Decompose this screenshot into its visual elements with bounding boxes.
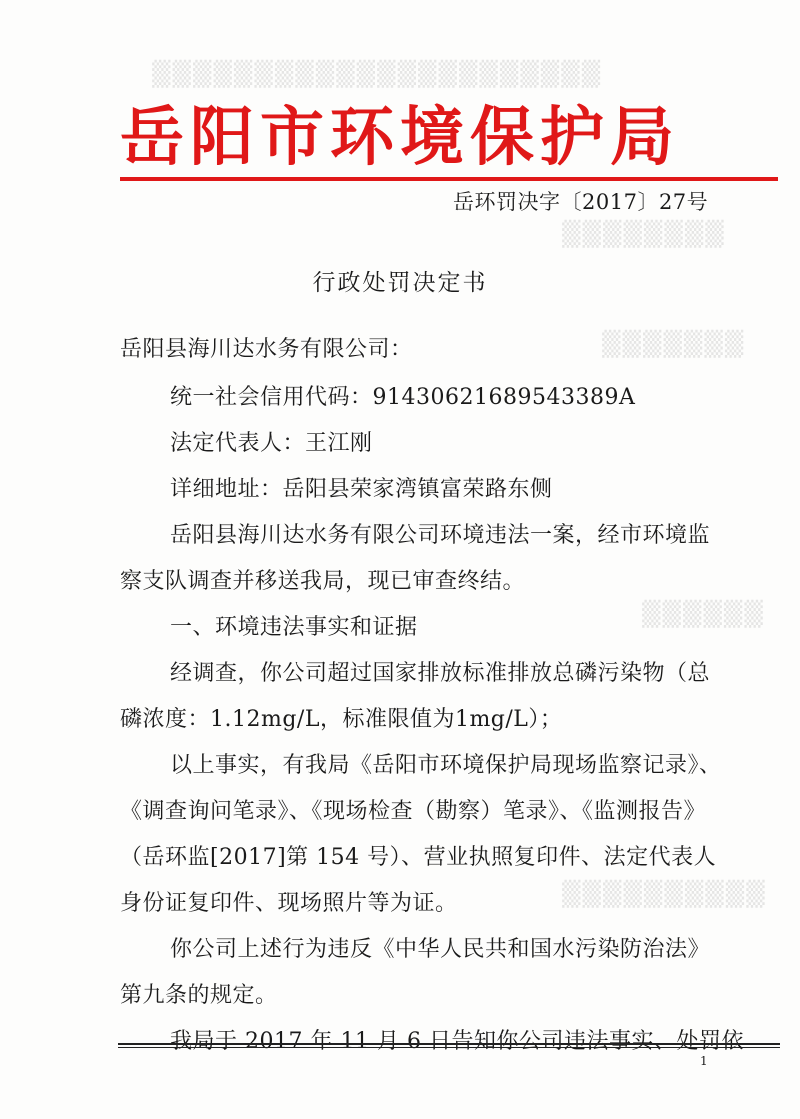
body-paragraph-line: 经调查，你公司超过国家排放标准排放总磷污染物（总 [170, 661, 711, 686]
body-paragraph-line: 你公司上述行为违反《中华人民共和国水污染防治法》 [170, 937, 711, 962]
header-red-rule [120, 177, 778, 181]
agency-header: 岳阳市环境保护局 [120, 100, 680, 175]
body-paragraph-line: 以上事实，有我局《岳阳市环境保护局现场监察记录》、 [170, 753, 722, 778]
address-line: 详细地址：岳阳县荣家湾镇富荣路东侧 [170, 477, 553, 502]
body-paragraph-line: 身份证复印件、现场照片等为证。 [120, 891, 458, 916]
credit-code-line: 统一社会信用代码：91430621689543389A [170, 385, 636, 410]
body-paragraph-line: 《调查询问笔录》、《现场检查（勘察）笔录》、《监测报告》 [120, 799, 707, 824]
footer-rule [118, 1043, 780, 1045]
legal-rep-line: 法定代表人：王江刚 [170, 431, 373, 456]
body-paragraph-line: 岳阳县海川达水务有限公司环境违法一案，经市环境监 [170, 523, 711, 548]
body-paragraph-line: 我局于 2017 年 11 月 6 日告知你公司违法事实、处罚依 [170, 1029, 744, 1054]
footer-rule-thin [118, 1047, 780, 1048]
body-paragraph-line: 察支队调查并移送我局，现已审查终结。 [120, 569, 526, 594]
section-heading: 一、环境违法事实和证据 [170, 615, 418, 640]
bleed-through-text: ▒▒▒▒▒▒▒▒▒▒ [560, 880, 765, 908]
page-number: 1 [700, 1054, 708, 1068]
document-number: 岳环罚决字〔2017〕27号 [453, 190, 709, 214]
document-title: 行政处罚决定书 [312, 270, 488, 296]
body-paragraph-line: （岳环监[2017]第 154 号）、营业执照复印件、法定代表人 [120, 845, 717, 870]
bleed-through-text: ▒▒▒▒▒▒▒▒▒▒▒▒▒▒▒▒▒▒▒▒▒▒ [150, 60, 601, 88]
bleed-through-text: ▒▒▒▒▒▒ [640, 600, 763, 628]
recipient-line: 岳阳县海川达水务有限公司： [120, 337, 413, 362]
body-paragraph-line: 第九条的规定。 [120, 983, 278, 1008]
body-paragraph-line: 磷浓度：1.12mg/L，标准限值为1mg/L）； [120, 707, 563, 732]
bleed-through-text: ▒▒▒▒▒▒▒ [600, 330, 744, 358]
bleed-through-text: ▒▒▒▒▒▒▒▒ [560, 220, 724, 248]
